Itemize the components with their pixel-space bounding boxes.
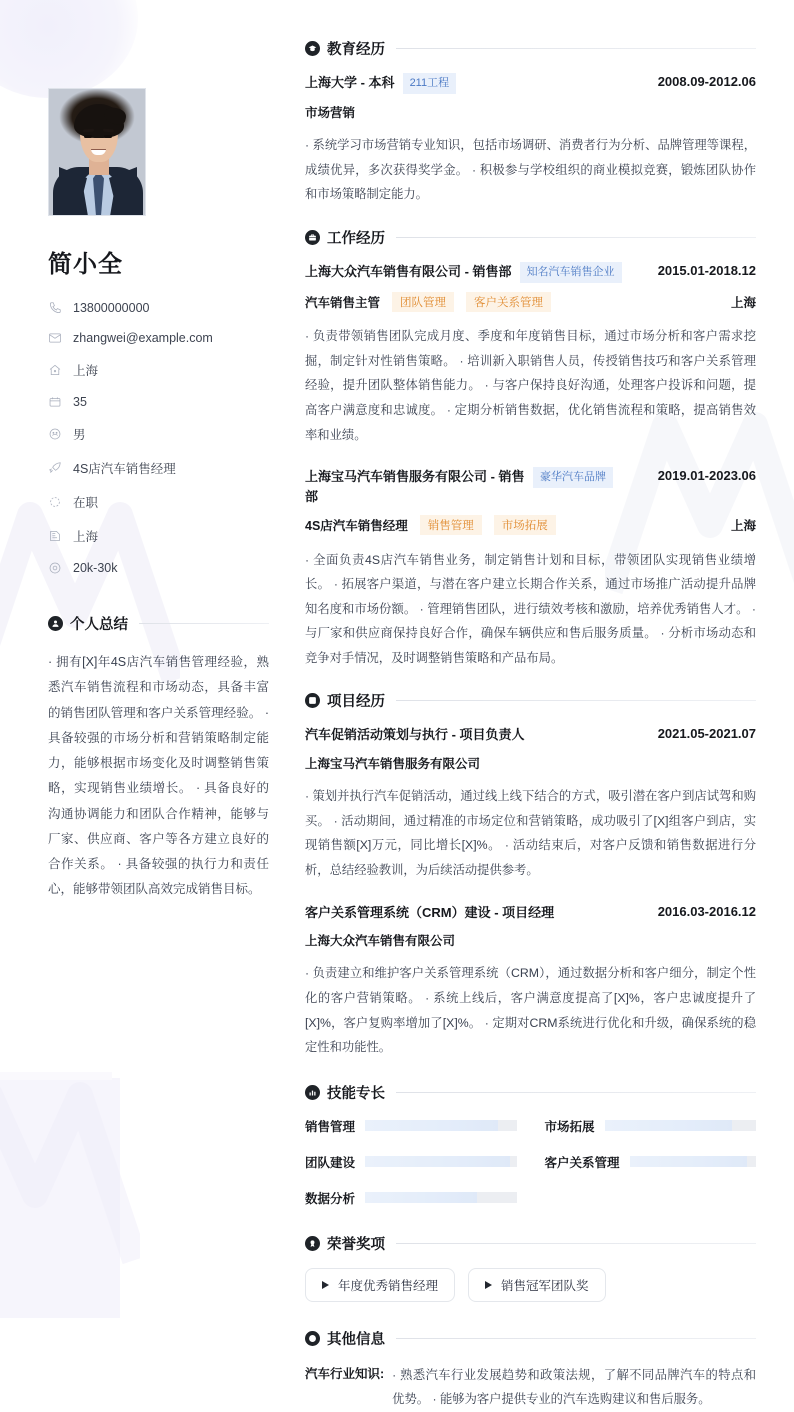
skill-bar-fill	[365, 1156, 510, 1167]
section-header-honors	[305, 1233, 756, 1254]
skill-name: 数据分析	[305, 1191, 356, 1206]
contact-item-status	[48, 493, 269, 511]
work-skill-tag: 客户关系管理	[466, 292, 551, 312]
work-city: 上海	[730, 519, 756, 534]
section-summary	[48, 613, 269, 903]
section-header-other	[305, 1328, 756, 1349]
briefcase-icon	[305, 230, 320, 245]
contact-item-salary	[48, 561, 269, 575]
project-item-header	[305, 903, 756, 923]
work-description: · 负责带领销售团队完成月度、季度和年度销售目标，通过市场分析和客户需求挖掘，制定针对性销售策略。 · 培训新入职销售人员，传授销售技巧和客户关系管理经验，提升团队整体销售能力。 · 与客户保持良好沟通，处理客户投诉和问题，提高客户满意度和忠诚度。 · 定期分析销售数据，优化销售流程和策略，提高销售效率和业绩。	[305, 329, 756, 442]
honor-item[interactable]	[305, 1268, 455, 1302]
section-rule	[396, 1092, 756, 1093]
section-header-education	[305, 38, 756, 59]
project-date: 2021.05-2021.07	[657, 726, 756, 742]
skill-bar	[365, 1192, 516, 1203]
phone-icon	[48, 301, 62, 315]
section-title: 个人总结	[70, 617, 128, 633]
project-title: 汽车促销活动策划与执行 - 项目负责人	[305, 727, 525, 743]
other-info-row	[305, 1363, 756, 1412]
section-work	[305, 227, 756, 670]
info-icon	[305, 1331, 320, 1346]
contact-item-workplace	[48, 527, 269, 545]
work-company: 上海宝马汽车销售服务有限公司 - 销售部	[305, 469, 525, 504]
envelope-icon	[48, 331, 62, 345]
section-honors	[305, 1233, 756, 1302]
skill-bar	[630, 1156, 756, 1167]
section-title: 技能专长	[327, 1085, 385, 1102]
other-info-text: · 熟悉汽车行业发展趋势和政策法规，了解不同品牌汽车的特点和优势。 · 能够为客户提供专业的汽车选购建议和售后服务。	[392, 1367, 756, 1407]
work-item-header	[305, 262, 756, 283]
education-major: 市场营销	[305, 105, 356, 120]
section-header-summary	[48, 613, 269, 634]
project-description: · 负责建立和维护客户关系管理系统（CRM），通过数据分析和客户细分，制定个性化的客户营销策略。 · 系统上线后，客户满意度提高了[X]%，客户忠诚度提升了[X]%，客户复购率增加了[X]%。 · 定期对CRM系统进行优化和升级，确保系统的稳定性和功能性。	[305, 966, 756, 1055]
project-company: 上海宝马汽车销售服务有限公司	[305, 756, 481, 771]
contact-value: zhangwei@example.com	[73, 331, 213, 345]
section-title: 荣誉奖项	[327, 1236, 385, 1253]
page-title: 简小全	[48, 251, 123, 278]
project-company: 上海大众汽车销售有限公司	[305, 934, 456, 949]
skill-bar-fill	[605, 1120, 732, 1131]
contact-item-gender	[48, 425, 269, 443]
section-title: 其他信息	[327, 1331, 385, 1348]
section-education	[305, 38, 756, 207]
project-icon	[305, 693, 320, 708]
contact-item-email	[48, 331, 269, 345]
skill-item	[305, 1117, 517, 1135]
other-info-label: 汽车行业知识:	[305, 1366, 385, 1381]
building-icon	[48, 529, 62, 543]
contact-value: 上海	[73, 530, 99, 544]
section-header-projects	[305, 690, 756, 711]
section-title: 工作经历	[327, 231, 385, 248]
section-rule	[139, 623, 269, 624]
skill-item	[305, 1153, 517, 1171]
skill-bar-fill	[365, 1192, 477, 1203]
salary-icon	[48, 561, 62, 575]
section-rule	[396, 237, 756, 238]
project-title: 客户关系管理系统（CRM）建设 - 项目经理	[305, 904, 555, 920]
calendar-icon	[48, 395, 62, 409]
contact-value: 男	[73, 428, 86, 442]
section-other	[305, 1328, 756, 1412]
work-company: 上海大众汽车销售有限公司 - 销售部	[305, 264, 512, 280]
section-rule	[396, 48, 756, 49]
project-item-header	[305, 725, 756, 745]
contact-item-location	[48, 361, 269, 379]
skill-name: 客户关系管理	[544, 1155, 620, 1170]
honor-label: 年度优秀销售经理	[338, 1278, 439, 1293]
work-role: 汽车销售主管	[305, 295, 381, 310]
contact-value: 上海	[73, 364, 99, 378]
skill-name: 市场拓展	[544, 1119, 595, 1134]
main-content	[295, 0, 794, 1407]
gender-icon	[48, 427, 62, 441]
skill-bar	[365, 1120, 516, 1131]
skill-item	[545, 1117, 757, 1135]
work-skill-tag: 市场拓展	[494, 515, 556, 535]
education-date: 2008.09-2012.06	[657, 74, 756, 89]
rocket-icon	[48, 461, 62, 475]
education-tag: 211工程	[403, 73, 457, 94]
contact-value: 4S店汽车销售经理	[73, 462, 176, 476]
work-company-tag: 豪华汽车品牌	[533, 467, 613, 488]
work-item-header	[305, 467, 756, 506]
work-role-row	[305, 292, 756, 312]
profile-photo	[48, 88, 146, 216]
skill-item	[545, 1153, 757, 1171]
work-skill-tag: 销售管理	[420, 515, 482, 535]
project-description: · 策划并执行汽车促销活动，通过线上线下结合的方式，吸引潜在客户到店试驾和购买。 · 活动期间，通过精准的市场定位和营销策略，成功吸引了[X]组客户到店，实现销售额[X]万元，同比增长[X]%。 · 活动结束后，对客户反馈和销售数据进行分析，总结经验教训，为后续活动提供参考。	[305, 789, 756, 878]
contact-value: 20k-30k	[73, 561, 118, 575]
section-header-skills	[305, 1082, 756, 1103]
education-school: 上海大学 - 本科	[305, 75, 395, 90]
work-role-row	[305, 515, 756, 535]
work-date: 2019.01-2023.06	[657, 468, 756, 484]
play-triangle-icon	[485, 1281, 492, 1289]
contact-value: 在职	[73, 496, 99, 510]
section-header-work	[305, 227, 756, 248]
sidebar	[0, 0, 295, 1340]
contact-value: 13800000000	[73, 301, 150, 315]
contact-item-phone	[48, 301, 269, 315]
skill-name: 销售管理	[305, 1119, 356, 1134]
work-role: 4S店汽车销售经理	[305, 519, 408, 534]
work-skill-tag: 团队管理	[392, 292, 454, 312]
contact-item-position	[48, 459, 269, 477]
award-icon	[305, 1236, 320, 1251]
skill-grid	[305, 1117, 756, 1207]
section-projects	[305, 690, 756, 1059]
education-item-header	[305, 73, 756, 94]
honor-item[interactable]	[468, 1268, 606, 1302]
summary-text: · 拥有[X]年4S店汽车销售管理经验，熟悉汽车销售流程和市场动态，具备丰富的销售团队管理和客户关系管理经验。 · 具备较强的市场分析和营销策略制定能力，能够根据市场变化及时调整销售策略，实现销售业绩增长。 · 具备良好的沟通协调能力和团队合作精神，能够与厂家、供应商、客户等各方建立良好的合作关系。 · 具备较强的执行力和责任心，能够带领团队高效完成销售目标。	[48, 655, 269, 897]
contact-value: 35	[73, 395, 87, 409]
skill-bar-fill	[630, 1156, 748, 1167]
work-city: 上海	[730, 295, 756, 310]
status-icon	[48, 495, 62, 509]
section-rule	[396, 700, 756, 701]
work-date: 2015.01-2018.12	[657, 263, 756, 279]
section-rule	[396, 1338, 756, 1339]
section-title: 项目经历	[327, 694, 385, 711]
section-skills	[305, 1082, 756, 1207]
work-description: · 全面负责4S店汽车销售业务，制定销售计划和目标，带领团队实现销售业绩增长。 · 拓展客户渠道，与潜在客户建立长期合作关系，通过市场推广活动提升品牌知名度和市场份额。 · 管理销售团队，进行绩效考核和激励，培养优秀销售人才。 · 与厂家和供应商保持良好合作，确保车辆供应和售后服务质量。 · 分析市场动态和竞争对手情况，及时调整销售策略和产品布局。	[305, 552, 756, 665]
graduation-icon	[305, 41, 320, 56]
project-item	[305, 725, 756, 882]
honor-list	[305, 1268, 756, 1302]
user-icon	[48, 616, 63, 631]
work-company-tag: 知名汽车销售企业	[520, 262, 622, 283]
skill-item	[305, 1189, 517, 1207]
section-rule	[396, 1243, 756, 1244]
project-date: 2016.03-2016.12	[657, 903, 756, 919]
contact-item-age	[48, 395, 269, 409]
skill-bar	[365, 1156, 516, 1167]
home-icon	[48, 363, 62, 377]
honor-label: 销售冠军团队奖	[501, 1278, 589, 1293]
project-item	[305, 903, 756, 1060]
chart-icon	[305, 1085, 320, 1100]
play-triangle-icon	[322, 1281, 329, 1289]
section-title: 教育经历	[327, 42, 385, 58]
education-item	[305, 73, 756, 207]
work-item	[305, 262, 756, 447]
skill-bar	[605, 1120, 756, 1131]
skill-name: 团队建设	[305, 1155, 356, 1170]
skill-bar-fill	[365, 1120, 498, 1131]
work-item	[305, 467, 756, 670]
education-description: · 系统学习市场营销专业知识，包括市场调研、消费者行为分析、品牌管理等课程，成绩优异，多次获得奖学金。 · 积极参与学校组织的商业模拟竞赛，锻炼团队协作和市场策略制定能力。	[305, 138, 756, 202]
contact-list	[48, 301, 269, 575]
